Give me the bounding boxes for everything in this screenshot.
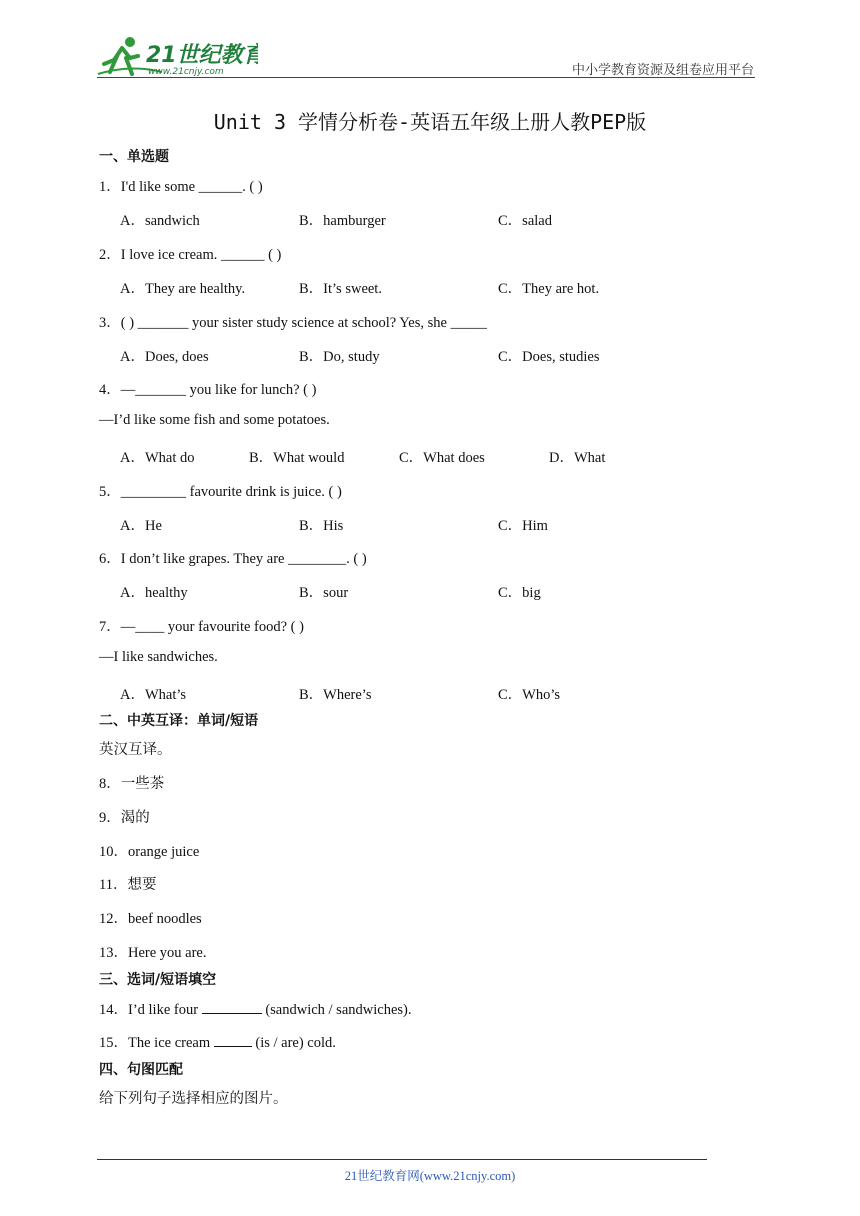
section-heading-1: 一、单选题 — [99, 149, 169, 165]
q4-option-b: B．What would — [249, 450, 345, 466]
q3-option-c: C．Does, studies — [498, 349, 600, 365]
section-heading-3: 三、选词/短语填空 — [99, 972, 217, 988]
q4-option-c: C．What does — [399, 450, 485, 466]
question-5-stem: 5．_________ favourite drink is juice. ( ) — [99, 484, 342, 500]
q7-option-b: B．Where’s — [299, 687, 372, 703]
question-10: 10．orange juice — [99, 844, 200, 860]
q1-option-c: C．salad — [498, 213, 552, 229]
q2-option-c: C．They are hot. — [498, 281, 600, 297]
question-1-stem: 1．I'd like some ______. ( ) — [99, 179, 263, 195]
section-4-instruction: 给下列句子选择相应的图片。 — [99, 1091, 288, 1107]
q6-option-b: B．sour — [299, 585, 349, 601]
q1-option-b: B．hamburger — [299, 213, 386, 229]
q4-option-a: A．What do — [120, 450, 195, 466]
q3-option-b: B．Do, study — [299, 349, 380, 365]
q5-option-b: B．His — [299, 518, 344, 534]
section-heading-2: 二、中英互译：单词/短语 — [99, 713, 259, 729]
q7-option-c: C．Who’s — [498, 687, 561, 703]
q4-option-d: D．What — [549, 450, 606, 466]
question-3-stem: 3．( ) _______ your sister study science at school? Yes, she _____ — [99, 315, 487, 331]
q7-option-a: A．What’s — [120, 687, 187, 703]
site-logo — [92, 34, 258, 78]
svg-text:www.21cnjy.com: www.21cnjy.com — [148, 67, 224, 77]
svg-text:21世纪教育: 21世纪教育 — [146, 43, 258, 68]
question-11: 11．想要 — [99, 877, 157, 893]
header-divider — [97, 77, 755, 78]
page-title: Unit 3 学情分析卷-英语五年级上册人教PEP版 — [213, 110, 647, 134]
q5-option-c: C．Him — [498, 518, 548, 534]
q15-answer-blank[interactable] — [214, 1034, 252, 1047]
platform-name: 中小学教育资源及组卷应用平台 — [571, 62, 754, 77]
question-4-stem: 4．—_______ you like for lunch? ( ) — [99, 382, 317, 398]
q2-option-a: A．They are healthy. — [120, 281, 246, 297]
runner-logo-icon — [92, 34, 258, 78]
question-4-line2: —I’d like some fish and some potatoes. — [99, 412, 330, 428]
footer-divider — [97, 1159, 707, 1160]
q2-option-b: B．It’s sweet. — [299, 281, 382, 297]
q1-option-a: A．sandwich — [120, 213, 200, 229]
question-15 — [99, 1031, 336, 1052]
q14-text-after: (sandwich / sandwiches). — [265, 1002, 412, 1018]
question-14 — [99, 998, 411, 1019]
q14-text-before: 14．I’d like four — [99, 1002, 202, 1018]
q5-option-a: A．He — [120, 518, 162, 534]
question-8: 8．一些茶 — [99, 776, 165, 792]
question-12: 12．beef noodles — [99, 911, 202, 927]
section-heading-4: 四、句图匹配 — [99, 1062, 183, 1078]
question-2-stem: 2．I love ice cream. ______ ( ) — [99, 247, 282, 263]
question-7-line2: —I like sandwiches. — [99, 649, 218, 665]
section-2-instruction: 英汉互译。 — [99, 742, 172, 758]
q15-text-after: (is / are) cold. — [255, 1035, 336, 1051]
q6-option-a: A．healthy — [120, 585, 188, 601]
question-7-stem: 7．—____ your favourite food? ( ) — [99, 619, 304, 635]
q14-answer-blank[interactable] — [202, 1001, 262, 1014]
question-13: 13．Here you are. — [99, 945, 207, 961]
q15-text-before: 15．The ice cream — [99, 1035, 214, 1051]
footer-link[interactable]: 21世纪教育网(www.21cnjy.com) — [344, 1169, 516, 1183]
q6-option-c: C．big — [498, 585, 541, 601]
q3-option-a: A．Does, does — [120, 349, 209, 365]
question-9: 9．渴的 — [99, 810, 150, 826]
question-6-stem: 6．I don’t like grapes. They are ________. ( ) — [99, 551, 367, 567]
